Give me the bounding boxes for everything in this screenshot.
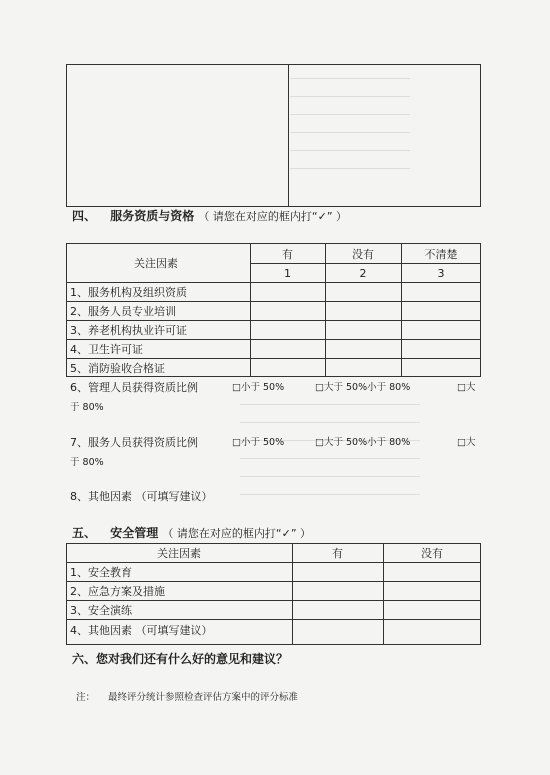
section6-heading — [72, 653, 288, 666]
column-code-2: 2 — [359, 267, 367, 280]
answer-cell[interactable] — [402, 283, 480, 300]
column-code-3: 3 — [437, 267, 445, 280]
section4-instruction: （ 请您在对应的框内打“✓” ） — [198, 210, 348, 223]
section5-number: 五、 — [72, 526, 97, 540]
table-row-label: 1、服务机构及组织资质 — [70, 286, 187, 299]
footnote-label: 注： — [76, 692, 96, 703]
section5-instruction: （ 请您在对应的框内打“✓” ） — [162, 527, 312, 540]
column-header-unsure: 不清楚 — [424, 248, 458, 261]
footnote-text: 最终评分统计参照检查评估方案中的评分标准 — [108, 692, 299, 703]
q6-option-50-to-80[interactable]: □大于 50%小于 80% — [315, 382, 411, 393]
previous-section-table-continuation — [66, 64, 481, 207]
table-row-label: 4、卫生许可证 — [70, 343, 143, 356]
q6-option-over-80-continued: 于 80% — [70, 402, 104, 413]
column-header-yes: 有 — [282, 248, 293, 261]
table-row-label: 2、服务人员专业培训 — [70, 305, 176, 318]
q6-label: 6、管理人员获得资质比例 — [70, 381, 198, 394]
answer-cell[interactable] — [251, 283, 324, 300]
answer-cell[interactable] — [326, 283, 400, 300]
table-row-label: 3、安全演练 — [70, 604, 132, 617]
table-row-label: 1、安全教育 — [70, 566, 132, 579]
section6-title: 您对我们还有什么好的意见和建议？ — [96, 652, 289, 666]
q6-option-over-80[interactable]: □大 — [457, 382, 476, 393]
footnote — [76, 691, 298, 704]
section6-number: 六、 — [72, 652, 97, 666]
safety-column-header-no: 没有 — [421, 547, 443, 560]
section5-title: 安全管理 — [110, 526, 159, 540]
q7-option-50-to-80[interactable]: □大于 50%小于 80% — [315, 437, 411, 448]
section4-title: 服务资质与资格 — [110, 209, 195, 223]
q6-option-under-50[interactable]: □小于 50% — [232, 382, 285, 393]
q7-option-under-50[interactable]: □小于 50% — [232, 437, 285, 448]
safety-factor-column-header: 关注因素 — [157, 547, 201, 560]
section4-number: 四、 — [72, 209, 97, 223]
table-row-label: 4、其他因素 （可填写建议） — [70, 624, 213, 637]
safety-column-header-yes: 有 — [332, 547, 343, 560]
q7-option-over-80[interactable]: □大 — [457, 437, 476, 448]
table-row-label: 5、消防验收合格证 — [70, 362, 165, 375]
q7-label: 7、服务人员获得资质比例 — [70, 436, 198, 449]
column-code-1: 1 — [284, 267, 291, 280]
section5-heading — [72, 527, 311, 540]
section4-heading — [72, 210, 347, 223]
q7-option-over-80-continued: 于 80% — [70, 457, 104, 468]
table-row-label: 2、应急方案及措施 — [70, 585, 165, 598]
column-header-no: 没有 — [352, 248, 374, 261]
q8-label: 8、其他因素 （可填写建议） — [70, 490, 213, 503]
table-row-label: 3、养老机构执业许可证 — [70, 324, 187, 337]
factor-column-header: 关注因素 — [134, 257, 178, 270]
